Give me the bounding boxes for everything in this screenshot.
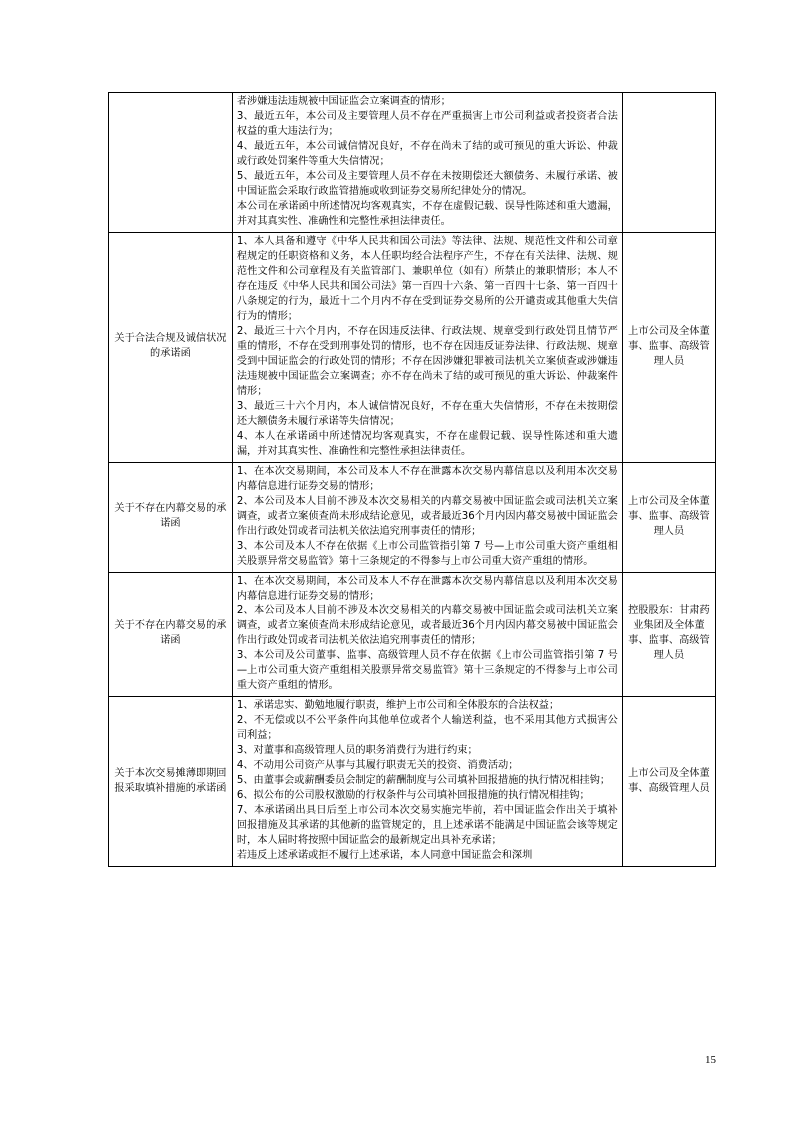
- paragraph: 5、最近五年，本公司及主要管理人员不存在未按期偿还大额债务、未履行承诺、被中国证监会采取行政监管措施或收到证券交易所纪律处分的情况。: [236, 170, 618, 197]
- page-number: 15: [705, 1054, 716, 1066]
- row-party: 上市公司及全体董事、监事、高级管理人员: [622, 462, 715, 572]
- paragraph: 1、在本次交易期间，本公司及本人不存在泄露本次交易内幕信息以及利用本次交易内幕信息进行证券交易的情形；: [236, 575, 618, 602]
- paragraph: 者涉嫌违法违规被中国证监会立案调查的情形；: [236, 96, 451, 107]
- paragraph: 4、最近五年，本公司诚信情况良好，不存在尚未了结的或可预见的重大诉讼、仲裁或行政处罚案件等重大失信情况；: [236, 140, 618, 167]
- commitments-table: [108, 92, 716, 867]
- paragraph: 2、最近三十六个月内，不存在因违反法律、行政法规、规章受到行政处罚且情节严重的情形，不存在受到刑事处罚的情形，也不存在因违反证券法律、行政法规、规章受到中国证监会的行政处罚的情形；不存在因涉嫌犯罪被司法机关立案侦查或涉嫌违法违规被中国证监会立案调查；亦不存在尚未了结的或可预见的重大诉讼、仲裁案件情形；: [236, 325, 618, 397]
- table-row: [109, 232, 716, 462]
- row-party: 控股股东：甘肃药业集团及全体董事、监事、高级管理人员: [622, 572, 715, 697]
- row-label: 关于合法合规及诚信状况的承诺函: [109, 232, 233, 462]
- paragraph: 1、承诺忠实、勤勉地履行职责，维护上市公司和全体股东的合法权益；: [236, 700, 560, 712]
- paragraph: 4、不动用公司资产从事与其履行职责无关的投资、消费活动；: [236, 760, 519, 772]
- paragraph: 1、本人具备和遵守《中华人民共和国公司法》等法律、法规、规范性文件和公司章程规定的任职资格和义务，本人任职均经合法程序产生，不存在有关法律、法规、规范性文件和公司章程及有关监管部门、兼职单位（如有）所禁止的兼职情形；本人不存在违反《中华人民共和国公司法》第一百四十六条、第一百四十七条、第一百四十八条规定的行为，最近十二个月内不存在受到证券交易所的公开谴责或其他重大失信行为的情形；: [236, 235, 618, 322]
- table-row: [109, 572, 716, 697]
- paragraph: 3、对董事和高级管理人员的职务消费行为进行约束；: [236, 745, 478, 757]
- row-label: 关于不存在内幕交易的承诺函: [109, 572, 233, 697]
- row-content: [232, 572, 622, 697]
- paragraph: 2、本公司及本人目前不涉及本次交易相关的内幕交易被中国证监会或司法机关立案调查，或者立案侦查尚未形成结论意见，或者最近36个月内因内幕交易被中国证监会作出行政处罚或者司法机关依法追究刑事责任的情形；: [236, 495, 618, 537]
- paragraph: 1、在本次交易期间，本公司及本人不存在泄露本次交易内幕信息以及利用本次交易内幕信息进行证券交易的情形；: [236, 465, 618, 492]
- table-row: [109, 697, 716, 867]
- paragraph: 6、拟公布的公司股权激励的行权条件与公司填补回报措施的执行情况相挂钩；: [236, 790, 590, 802]
- paragraph: 2、本公司及本人目前不涉及本次交易相关的内幕交易被中国证监会或司法机关立案调查，或者立案侦查尚未形成结论意见，或者最近36个月内因内幕交易被中国证监会作出行政处罚或者司法机关依法追究刑事责任的情形；: [236, 605, 618, 647]
- row-party: 上市公司及全体董事、监事、高级管理人员: [622, 232, 715, 462]
- row-content: [232, 462, 622, 572]
- row-content: [232, 697, 622, 867]
- row-content: [232, 232, 622, 462]
- row-label: 关于不存在内幕交易的承诺函: [109, 462, 233, 572]
- paragraph: 若违反上述承诺或拒不履行上述承诺，本人同意中国证监会和深圳: [236, 850, 533, 862]
- row-party: [622, 93, 715, 233]
- paragraph: 3、最近三十六个月内，本人诚信情况良好，不存在重大失信情形，不存在未按期偿还大额债务未履行承诺等失信情况；: [236, 400, 618, 427]
- table-body: [109, 93, 716, 867]
- paragraph: 2、不无偿或以不公平条件向其他单位或者个人输送利益，也不采用其他方式损害公司利益；: [236, 715, 618, 742]
- table-row: [109, 93, 716, 233]
- table-row: [109, 462, 716, 572]
- row-label: [109, 93, 233, 233]
- paragraph: 4、本人在承诺函中所述情况均客观真实，不存在虚假记载、误导性陈述和重大遗漏，并对其真实性、准确性和完整性承担法律责任。: [236, 430, 618, 457]
- paragraph: 本公司在承诺函中所述情况均客观真实，不存在虚假记载、误导性陈述和重大遗漏，并对其真实性、准确性和完整性承担法律责任。: [236, 200, 618, 227]
- row-content: [232, 93, 622, 233]
- row-party: 上市公司及全体董事、高级管理人员: [622, 697, 715, 867]
- paragraph: 3、本公司及本人不存在依据《上市公司监管指引第 7 号—上市公司重大资产重组相关股票异常交易监管》第十三条规定的不得参与上市公司重大资产重组的情形。: [236, 540, 618, 567]
- paragraph: 3、本公司及公司董事、监事、高级管理人员不存在依据《上市公司监管指引第 7 号—上市公司重大资产重组相关股票异常交易监管》第十三条规定的不得参与上市公司重大资产重组的情形。: [236, 650, 618, 692]
- row-label: 关于本次交易摊薄即期回报采取填补措施的承诺函: [109, 697, 233, 867]
- paragraph: 3、最近五年，本公司及主要管理人员不存在严重损害上市公司利益或者投资者合法权益的重大违法行为；: [236, 110, 618, 137]
- paragraph: 7、本承诺函出具日后至上市公司本次交易实施完毕前，若中国证监会作出关于填补回报措施及其承诺的其他新的监管规定的，且上述承诺不能满足中国证监会该等规定时，本人届时将按照中国证监会的最新规定出具补充承诺；: [236, 805, 618, 847]
- paragraph: 5、由董事会或薪酬委员会制定的薪酬制度与公司填补回报措施的执行情况相挂钩；: [236, 775, 611, 787]
